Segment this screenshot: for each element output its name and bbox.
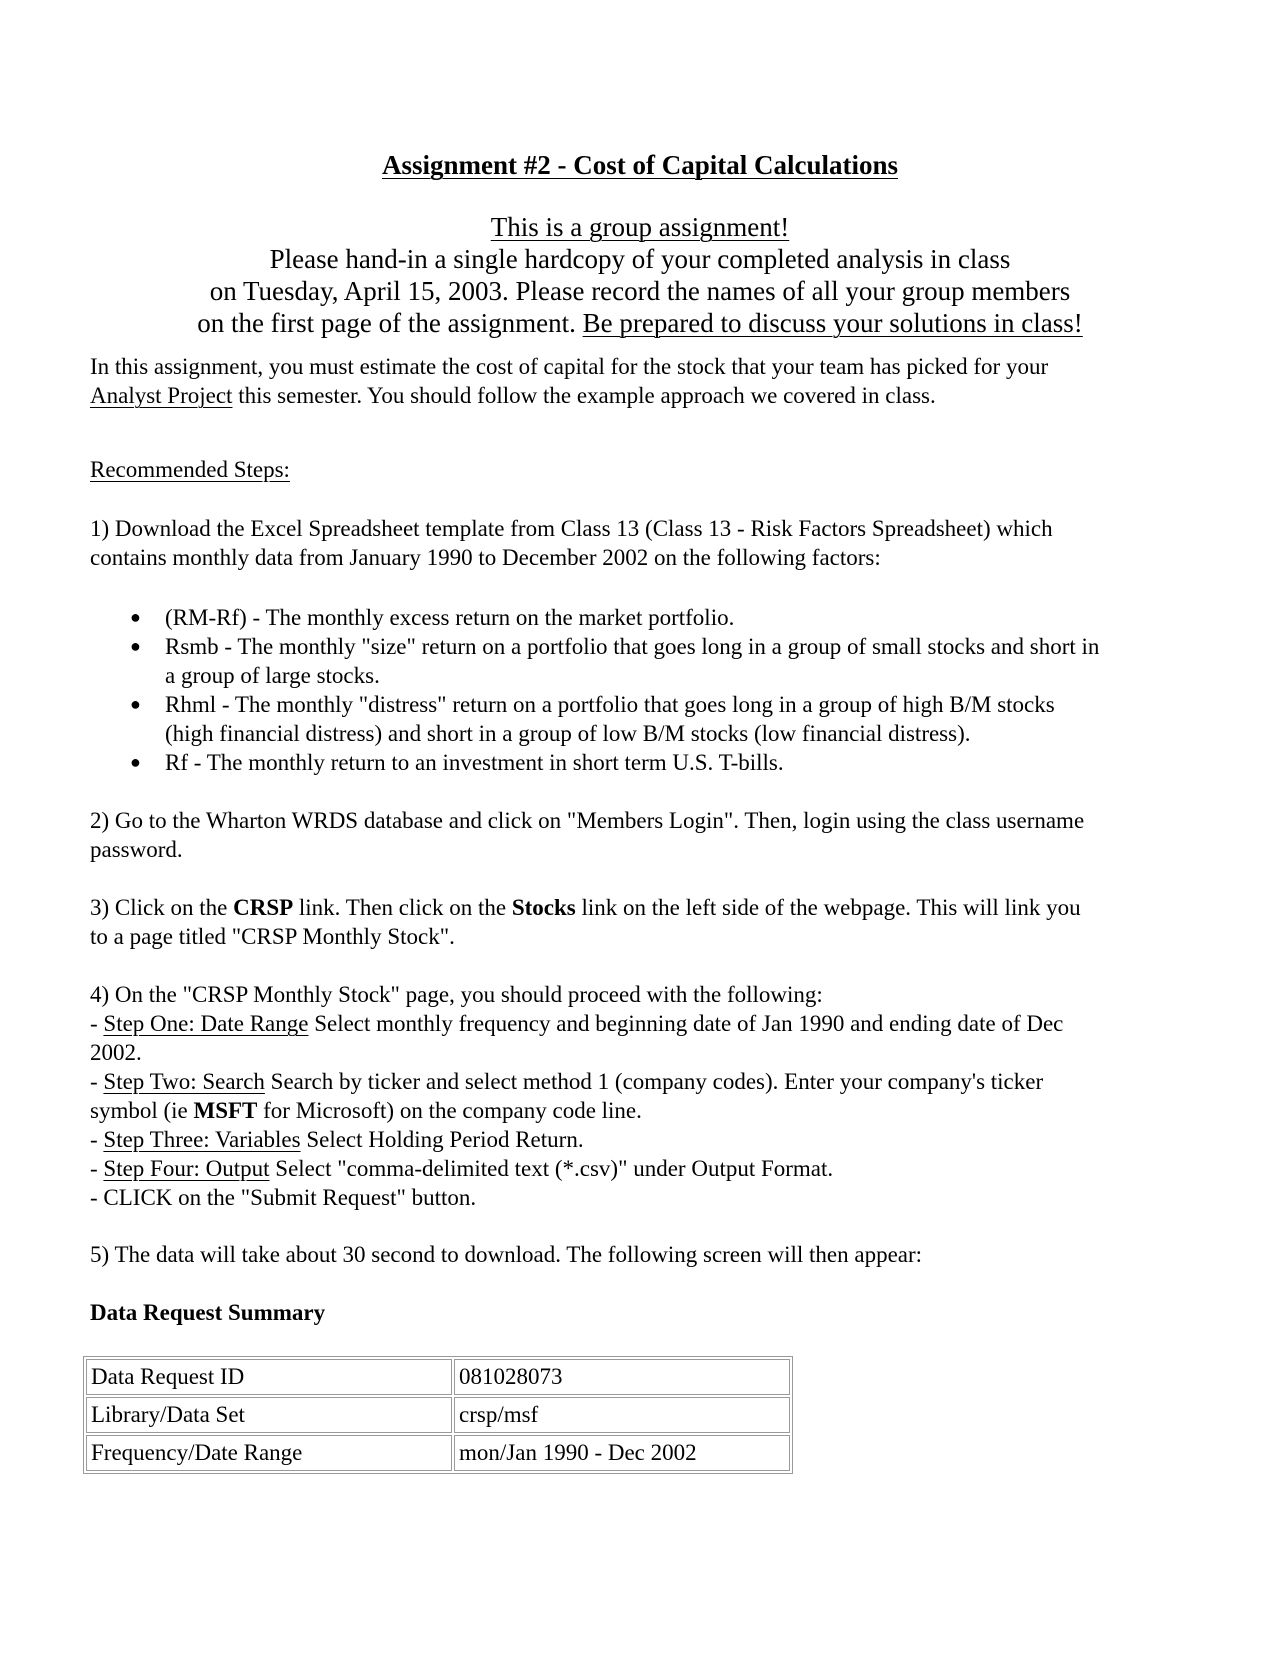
analyst-project-text: Analyst Project: [90, 383, 233, 408]
factor-list-item-text: Rsmb - The monthly "size" return on a portfolio that goes long in a group of small stocks and short in: [165, 634, 1100, 659]
factor-list-item-text: Rhml - The monthly "distress" return on a portfolio that goes long in a group of high B/M stocks: [165, 692, 1055, 717]
intro-line-4: on the first page of the assignment. Be prepared to discuss your solutions in class!: [197, 308, 1083, 338]
intro-block: [0, 211, 1280, 339]
row-value: mon/Jan 1990 - Dec 2002: [454, 1435, 790, 1471]
bullet-icon: ●: [130, 636, 141, 656]
data-request-summary-table: [83, 1356, 793, 1474]
group-assignment-note: This is a group assignment!: [490, 212, 790, 242]
factor-list-item: [90, 632, 1200, 690]
step-5: 5) The data will take about 30 second to download. The following screen will then appear:: [90, 1242, 923, 1267]
table-row: [86, 1359, 790, 1395]
factor-list-item-text: (RM-Rf) - The monthly excess return on the market portfolio.: [165, 605, 735, 630]
data-request-summary-heading: Data Request Summary: [90, 1300, 326, 1325]
step-one-line: - Step One: Date Range Select monthly frequency and beginning date of Jan 1990 and ending date of Dec: [90, 1011, 1064, 1036]
stocks-bold: Stocks: [511, 895, 576, 920]
title-text: Assignment #2 - Cost of Capital Calculations: [381, 150, 899, 180]
factor-list-item-text: Rf - The monthly return to an investment in short term U.S. T-bills.: [165, 750, 784, 775]
recommended-steps-heading: Recommended Steps:: [90, 457, 290, 482]
table-row: [86, 1435, 790, 1471]
step-three-line: - Step Three: Variables Select Holding Period Return.: [90, 1127, 584, 1152]
factor-list-item-text: a group of large stocks.: [165, 663, 380, 688]
row-value: crsp/msf: [454, 1397, 790, 1433]
msft-bold: MSFT: [193, 1098, 258, 1123]
step-2: 2) Go to the Wharton WRDS database and click on "Members Login". Then, login using the class username password.: [90, 808, 1085, 862]
bullet-icon: ●: [130, 607, 141, 627]
factor-list-item: [90, 690, 1200, 748]
intro-line-2: Please hand-in a single hardcopy of your completed analysis in class: [269, 244, 1011, 274]
crsp-bold: CRSP: [233, 895, 294, 920]
paragraph-intro: In this assignment, you must estimate the cost of capital for the stock that your team has picked for your Analyst Project this semester. You should follow the example approach we covered in class.: [90, 354, 1049, 408]
bullet-icon: ●: [130, 752, 141, 772]
step-four-line: - Step Four: Output Select "comma-delimited text (*.csv)" under Output Format.: [90, 1156, 834, 1181]
table-row: [86, 1397, 790, 1433]
discuss-note: Be prepared to discuss your solutions in class!: [582, 308, 1083, 338]
row-label: Library/Data Set: [86, 1397, 452, 1433]
factor-list-item: [90, 603, 1200, 632]
page-title: [0, 148, 1280, 182]
row-label: Data Request ID: [86, 1359, 452, 1395]
intro-line-3: on Tuesday, April 15, 2003. Please record the names of all your group members: [209, 276, 1071, 306]
row-value: 081028073: [454, 1359, 790, 1395]
factor-list-item-text: (high financial distress) and short in a group of low B/M stocks (low financial distress).: [165, 721, 971, 746]
step-4: 4) On the "CRSP Monthly Stock" page, you should proceed with the following: - Step One: Date Range Select monthly frequency and beginning date of Jan 1990 and ending date of Dec 2002. - Step Two: Search Search by ticker and select method 1 (company codes). Enter your company's ticker symbol (ie MSFT for Microsoft) on the company code line. - Step Three: Variables Select Holding Period Return. - Step Four: Output Select "comma-delimited text (*.csv)" under Output Format. - CLICK on the "Submit Request" button.: [90, 980, 1200, 1212]
bullet-icon: ●: [130, 694, 141, 714]
click-submit-line: - CLICK on the "Submit Request" button.: [90, 1185, 477, 1210]
step-3: 3) Click on the CRSP link. Then click on the Stocks link on the left side of the webpage. This will link you to a page titled "CRSP Monthly Stock".: [90, 895, 1081, 949]
step-1: 1) Download the Excel Spreadsheet template from Class 13 (Class 13 - Risk Factors Spreadsheet) which contains monthly data from January 1990 to December 2002 on the following factors:: [90, 516, 1053, 570]
row-label: Frequency/Date Range: [86, 1435, 452, 1471]
factor-list-item: [90, 748, 1200, 777]
step-two-line: - Step Two: Search Search by ticker and select method 1 (company codes). Enter your company's ticker: [90, 1069, 1044, 1094]
factor-list: [90, 603, 1200, 777]
